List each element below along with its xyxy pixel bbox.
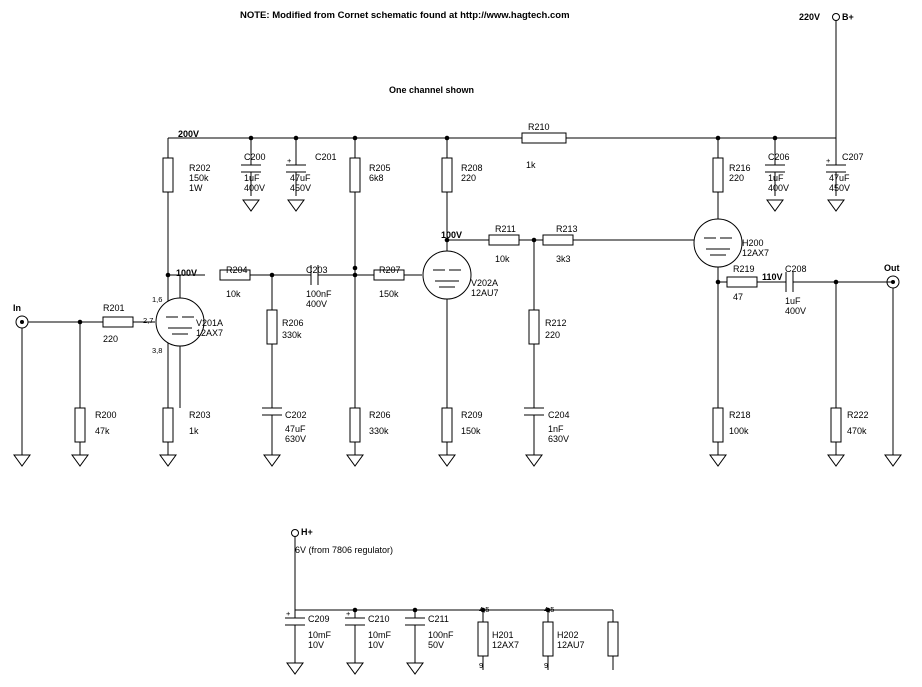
component-value2-C201: 450V (290, 183, 312, 193)
component-label-R211: R210 (528, 122, 550, 132)
component-label-C200: C200 (244, 152, 266, 162)
polarity-plus-C207: + (826, 156, 831, 165)
terminal-label-out: Out (884, 263, 900, 273)
component-value-R216: 220 (729, 173, 745, 183)
component-value-R205: 330k (282, 330, 302, 340)
component-value2-R202: 1W (189, 183, 203, 193)
component-value-R222: 470k (847, 426, 867, 436)
pin-label-V200A-grid: 2,7 (143, 316, 154, 325)
component-value-R201: 220 (103, 334, 119, 344)
component-value-R211: 1k (526, 160, 536, 170)
component-label-R212: R211 (495, 224, 516, 234)
component-value2-C211: 50V (428, 640, 445, 650)
component-value-R202: 150k (189, 173, 209, 183)
component-value-R213: 220 (545, 330, 561, 340)
component-label-R222: R222 (847, 410, 869, 420)
component-value2-C202: 630V (285, 434, 307, 444)
note-text: NOTE: Modified from Cornet schematic found at http://www.hagtech.com (240, 10, 570, 21)
component-value-C203: 100nF (306, 289, 332, 299)
component-value-C200: 1uF (244, 173, 260, 183)
component-value-R208: 150k (379, 289, 399, 299)
component-value-C207: 47uF (829, 173, 850, 183)
component-label-R219: R219 (733, 264, 755, 274)
pin-label-H200-top: 4,5 (479, 605, 490, 614)
component-label-V200A: V201A (196, 318, 224, 328)
component-label-R202: R202 (189, 163, 211, 173)
terminal-label-in: In (13, 303, 21, 313)
component-label-V202A: H200 (742, 238, 764, 248)
component-value-C201: 47uF (290, 173, 311, 183)
component-value-R210: 150k (461, 426, 481, 436)
component-value-C204: 1nF (548, 424, 564, 434)
component-value-C210: 10mF (368, 630, 392, 640)
node-label-110v: 110V (762, 272, 783, 282)
component-label-R216: R216 (729, 163, 751, 173)
component-label-R209: R208 (461, 163, 483, 173)
component-value-R200: 47k (95, 426, 110, 436)
component-value-V200A: 12AX7 (196, 328, 224, 338)
component-value-R209: 220 (461, 173, 477, 183)
component-label-C207: C207 (842, 152, 864, 162)
component-label-C202: C202 (285, 410, 307, 420)
component-value-H200: 12AX7 (492, 640, 520, 650)
node-label-200v: 200V (178, 129, 200, 139)
component-label-C203: C203 (306, 265, 328, 275)
node-label-100v-a: 100V (176, 268, 198, 278)
component-label-C201: C201 (315, 152, 337, 162)
component-value2-C203: 400V (306, 299, 328, 309)
heater-supply-label: 6V (from 7806 regulator) (295, 545, 394, 555)
pin-label-H200-bottom: 9 (479, 661, 484, 670)
component-label-C211: C211 (428, 614, 449, 624)
component-value-R219: 47 (733, 292, 744, 302)
polarity-plus-C209: + (286, 609, 291, 618)
pin-label-H201-top: 4,5 (544, 605, 555, 614)
component-value-R214: 3k3 (556, 254, 571, 264)
component-label-R200: R200 (95, 410, 117, 420)
node-label-bplus: B+ (842, 12, 854, 22)
component-label-C209: C209 (308, 614, 330, 624)
component-label-C208: C208 (785, 264, 807, 274)
component-label-R206: R205 (369, 163, 391, 173)
pin-label-H201-bottom: 9 (544, 661, 549, 670)
pin-label-V200A-cathode: 3,8 (152, 346, 163, 355)
component-label-C204: C204 (548, 410, 570, 420)
node-label-100v-b: 100V (441, 230, 463, 240)
component-value-C206: 1uF (768, 173, 784, 183)
component-label-R218: R218 (729, 410, 751, 420)
node-label-220v: 220V (799, 12, 821, 22)
component-value-R212: 10k (495, 254, 510, 264)
component-value2-C204: 630V (548, 434, 570, 444)
component-label-R204: R204 (226, 265, 248, 275)
component-value2-C210: 10V (368, 640, 385, 650)
component-value-R218: 100k (729, 426, 749, 436)
component-label-R210: R209 (461, 410, 483, 420)
component-value2-C206: 400V (768, 183, 790, 193)
component-value-C208: 1uF (785, 296, 801, 306)
component-value-C209: 10mF (308, 630, 332, 640)
component-value-R206: 6k8 (369, 173, 384, 183)
component-label-R201: R201 (103, 303, 125, 313)
component-value-H201: 12AU7 (557, 640, 585, 650)
component-value2-C209: 10V (308, 640, 325, 650)
component-value-V201A: 12AU7 (471, 288, 499, 298)
component-value2-C208: 400V (785, 306, 807, 316)
component-value-C202: 47uF (285, 424, 306, 434)
component-label-H200: H201 (492, 630, 514, 640)
polarity-plus-C210: + (346, 609, 351, 618)
component-value-C211: 100nF (428, 630, 454, 640)
component-label-R205: R206 (282, 318, 304, 328)
component-label-R207: R206 (369, 410, 391, 420)
component-label-R213: R212 (545, 318, 567, 328)
component-value-R203: 1k (189, 426, 199, 436)
component-label-C206: C206 (768, 152, 790, 162)
component-label-C210: C210 (368, 614, 390, 624)
component-value2-C200: 400V (244, 183, 266, 193)
terminal-label-hplus: H+ (301, 527, 313, 537)
component-value-R204: 10k (226, 289, 241, 299)
component-label-R214: R213 (556, 224, 578, 234)
component-value-R207: 330k (369, 426, 389, 436)
component-label-V201A: V202A (471, 278, 499, 288)
pin-label-V200A-top: 1,6 (152, 295, 163, 304)
polarity-plus-C201: + (287, 156, 292, 165)
component-value2-C207: 450V (829, 183, 851, 193)
component-label-R208: R207 (379, 265, 401, 275)
component-value-V202A: 12AX7 (742, 248, 770, 258)
component-label-H201: H202 (557, 630, 579, 640)
subtitle-text: One channel shown (389, 85, 475, 95)
component-label-R203: R203 (189, 410, 211, 420)
